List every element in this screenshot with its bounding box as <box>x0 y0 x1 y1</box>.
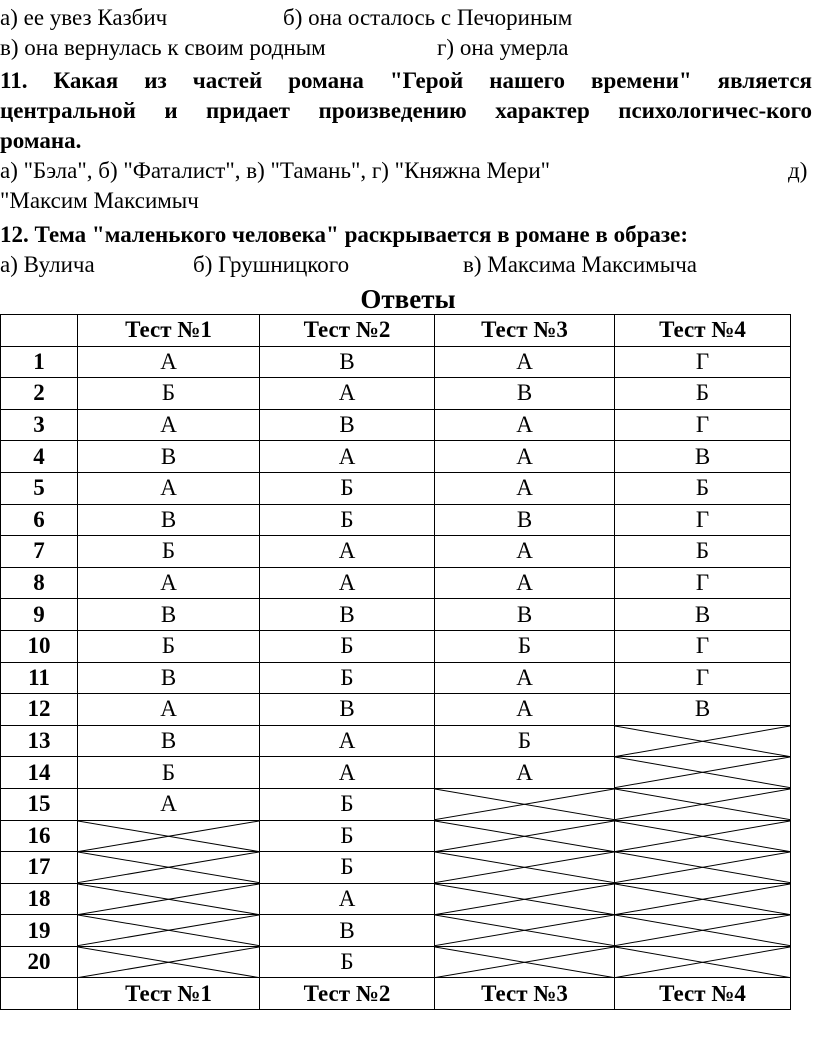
footer-test-3: Тест №3 <box>435 978 615 1010</box>
answer-cell: Б <box>260 946 435 978</box>
answer-cell: А <box>435 536 615 568</box>
row-number: 9 <box>1 599 78 631</box>
answer-cell: В <box>78 725 260 757</box>
cross-mark-icon <box>615 915 790 946</box>
row-number: 12 <box>1 694 78 726</box>
answers-title: Ответы <box>360 284 456 314</box>
table-row <box>1 567 791 599</box>
cross-mark-icon <box>615 947 790 978</box>
cross-mark-icon <box>435 789 614 820</box>
answer-cell: А <box>435 472 615 504</box>
answer-cell: А <box>435 662 615 694</box>
answer-cell: Г <box>615 504 791 536</box>
question-12-option-b: б) Грушницкого <box>193 252 350 277</box>
table-row <box>1 346 791 378</box>
answer-cell: В <box>435 378 615 410</box>
footer-test-4: Тест №4 <box>615 978 791 1010</box>
answer-cell: В <box>260 915 435 947</box>
table-row <box>1 409 791 441</box>
row-number: 19 <box>1 915 78 947</box>
crossed-out-cell <box>615 852 791 884</box>
table-row <box>1 472 791 504</box>
cross-mark-icon <box>615 726 790 757</box>
answer-cell: Б <box>435 630 615 662</box>
table-row <box>1 852 791 884</box>
answer-cell: Б <box>615 378 791 410</box>
row-number: 13 <box>1 725 78 757</box>
answer-cell: Б <box>260 788 435 820</box>
answer-cell: Б <box>260 662 435 694</box>
answer-cell: В <box>435 504 615 536</box>
question-12-option-v: в) Максима Максимыча <box>463 252 697 277</box>
answer-cell: Б <box>78 630 260 662</box>
answer-cell: Б <box>260 472 435 504</box>
crossed-out-cell <box>435 820 615 852</box>
answer-cell: А <box>78 346 260 378</box>
question-12-option-a: а) Вулича <box>0 252 95 277</box>
answer-cell: В <box>615 694 791 726</box>
footer-corner <box>1 978 78 1010</box>
table-row <box>1 694 791 726</box>
crossed-out-cell <box>435 946 615 978</box>
answer-cell: В <box>78 441 260 473</box>
table-row <box>1 441 791 473</box>
answer-cell: А <box>435 694 615 726</box>
cross-mark-icon <box>615 789 790 820</box>
answer-cell: А <box>78 567 260 599</box>
option-v: в) она вернулась к своим родным <box>0 35 326 60</box>
answer-cell: Г <box>615 346 791 378</box>
answer-cell: А <box>260 567 435 599</box>
answer-cell: А <box>78 788 260 820</box>
cross-mark-icon <box>615 852 790 883</box>
crossed-out-cell <box>435 883 615 915</box>
header-test-2: Тест №2 <box>260 315 435 347</box>
cross-mark-icon <box>435 821 614 852</box>
answer-cell: Г <box>615 567 791 599</box>
crossed-out-cell <box>615 883 791 915</box>
answer-cell: Б <box>260 630 435 662</box>
answer-cell: Г <box>615 662 791 694</box>
table-row <box>1 378 791 410</box>
table-row <box>1 820 791 852</box>
answer-cell: А <box>435 346 615 378</box>
table-row <box>1 946 791 978</box>
header-test-1: Тест №1 <box>78 315 260 347</box>
answer-cell: В <box>78 504 260 536</box>
answer-cell: Б <box>78 757 260 789</box>
answer-cell: А <box>435 441 615 473</box>
cross-mark-icon <box>615 821 790 852</box>
crossed-out-cell <box>78 915 260 947</box>
crossed-out-cell <box>78 883 260 915</box>
crossed-out-cell <box>615 946 791 978</box>
answer-cell: В <box>435 599 615 631</box>
row-number: 3 <box>1 409 78 441</box>
crossed-out-cell <box>435 788 615 820</box>
answer-cell: Б <box>260 820 435 852</box>
answer-cell: В <box>260 346 435 378</box>
footer-test-1: Тест №1 <box>78 978 260 1010</box>
question-11-option-d-text: "Максим Максимыч <box>0 188 199 213</box>
table-row <box>1 915 791 947</box>
table-header-row <box>1 315 791 347</box>
header-test-3: Тест №3 <box>435 315 615 347</box>
answer-cell: Б <box>260 852 435 884</box>
cross-mark-icon <box>78 915 259 946</box>
row-number: 15 <box>1 788 78 820</box>
answer-cell: А <box>435 757 615 789</box>
answer-cell: А <box>78 409 260 441</box>
cross-mark-icon <box>435 947 614 978</box>
answer-cell: А <box>260 441 435 473</box>
row-number: 11 <box>1 662 78 694</box>
table-row <box>1 599 791 631</box>
table-row <box>1 883 791 915</box>
table-row <box>1 504 791 536</box>
table-footer-row <box>1 978 791 1010</box>
answer-cell: А <box>78 472 260 504</box>
question-11-options: а) "Бэла", б) "Фаталист", в) "Тамань", г) "Княжна Мери" <box>0 158 551 183</box>
row-number: 8 <box>1 567 78 599</box>
answer-cell: Б <box>615 536 791 568</box>
header-test-4: Тест №4 <box>615 315 791 347</box>
option-b: б) она осталось с Печориным <box>283 5 573 30</box>
answer-cell: Г <box>615 409 791 441</box>
header-corner <box>1 315 78 347</box>
answer-cell: В <box>260 694 435 726</box>
question-11-option-d: д) <box>788 158 808 183</box>
question-11-line-1: 11. Какая из частей романа "Герой нашего времени" является <box>0 68 812 93</box>
answer-cell: В <box>615 441 791 473</box>
crossed-out-cell <box>615 757 791 789</box>
crossed-out-cell <box>615 725 791 757</box>
table-row <box>1 725 791 757</box>
answer-cell: А <box>260 536 435 568</box>
answer-cell: А <box>435 409 615 441</box>
row-number: 5 <box>1 472 78 504</box>
answer-cell: А <box>260 725 435 757</box>
crossed-out-cell <box>78 852 260 884</box>
answer-cell: А <box>260 757 435 789</box>
answer-cell: В <box>260 409 435 441</box>
answer-cell: Б <box>615 472 791 504</box>
answer-cell: Г <box>615 630 791 662</box>
row-number: 18 <box>1 883 78 915</box>
table-row <box>1 662 791 694</box>
cross-mark-icon <box>78 884 259 915</box>
question-12: 12. Тема "маленького человека" раскрывается в романе в образе: <box>0 222 689 247</box>
answer-cell: В <box>78 599 260 631</box>
crossed-out-cell <box>435 915 615 947</box>
crossed-out-cell <box>78 820 260 852</box>
cross-mark-icon <box>435 852 614 883</box>
answer-cell: В <box>260 599 435 631</box>
answers-table <box>0 314 791 1010</box>
cross-mark-icon <box>78 947 259 978</box>
answer-cell: В <box>78 662 260 694</box>
answer-cell: А <box>78 694 260 726</box>
answer-cell: А <box>260 883 435 915</box>
answer-cell: Б <box>260 504 435 536</box>
crossed-out-cell <box>615 820 791 852</box>
table-row <box>1 757 791 789</box>
crossed-out-cell <box>435 852 615 884</box>
table-row <box>1 536 791 568</box>
row-number: 1 <box>1 346 78 378</box>
answer-cell: В <box>615 599 791 631</box>
crossed-out-cell <box>615 915 791 947</box>
question-11-line-2: центральной и придает произведению характер психологичес-кого <box>0 98 812 123</box>
cross-mark-icon <box>435 915 614 946</box>
answer-cell: Б <box>78 378 260 410</box>
row-number: 20 <box>1 946 78 978</box>
answer-cell: Б <box>78 536 260 568</box>
crossed-out-cell <box>78 946 260 978</box>
cross-mark-icon <box>615 884 790 915</box>
row-number: 14 <box>1 757 78 789</box>
option-a: а) ее увез Казбич <box>0 5 168 30</box>
row-number: 2 <box>1 378 78 410</box>
footer-test-2: Тест №2 <box>260 978 435 1010</box>
answer-cell: А <box>260 378 435 410</box>
row-number: 10 <box>1 630 78 662</box>
row-number: 7 <box>1 536 78 568</box>
answer-cell: Б <box>435 725 615 757</box>
table-row <box>1 788 791 820</box>
table-row <box>1 630 791 662</box>
cross-mark-icon <box>615 757 790 788</box>
crossed-out-cell <box>615 788 791 820</box>
row-number: 4 <box>1 441 78 473</box>
cross-mark-icon <box>78 852 259 883</box>
cross-mark-icon <box>78 821 259 852</box>
question-11-line-3: романа. <box>0 128 82 153</box>
answer-cell: А <box>435 567 615 599</box>
cross-mark-icon <box>435 884 614 915</box>
row-number: 17 <box>1 852 78 884</box>
row-number: 16 <box>1 820 78 852</box>
option-g: г) она умерла <box>437 35 569 60</box>
row-number: 6 <box>1 504 78 536</box>
